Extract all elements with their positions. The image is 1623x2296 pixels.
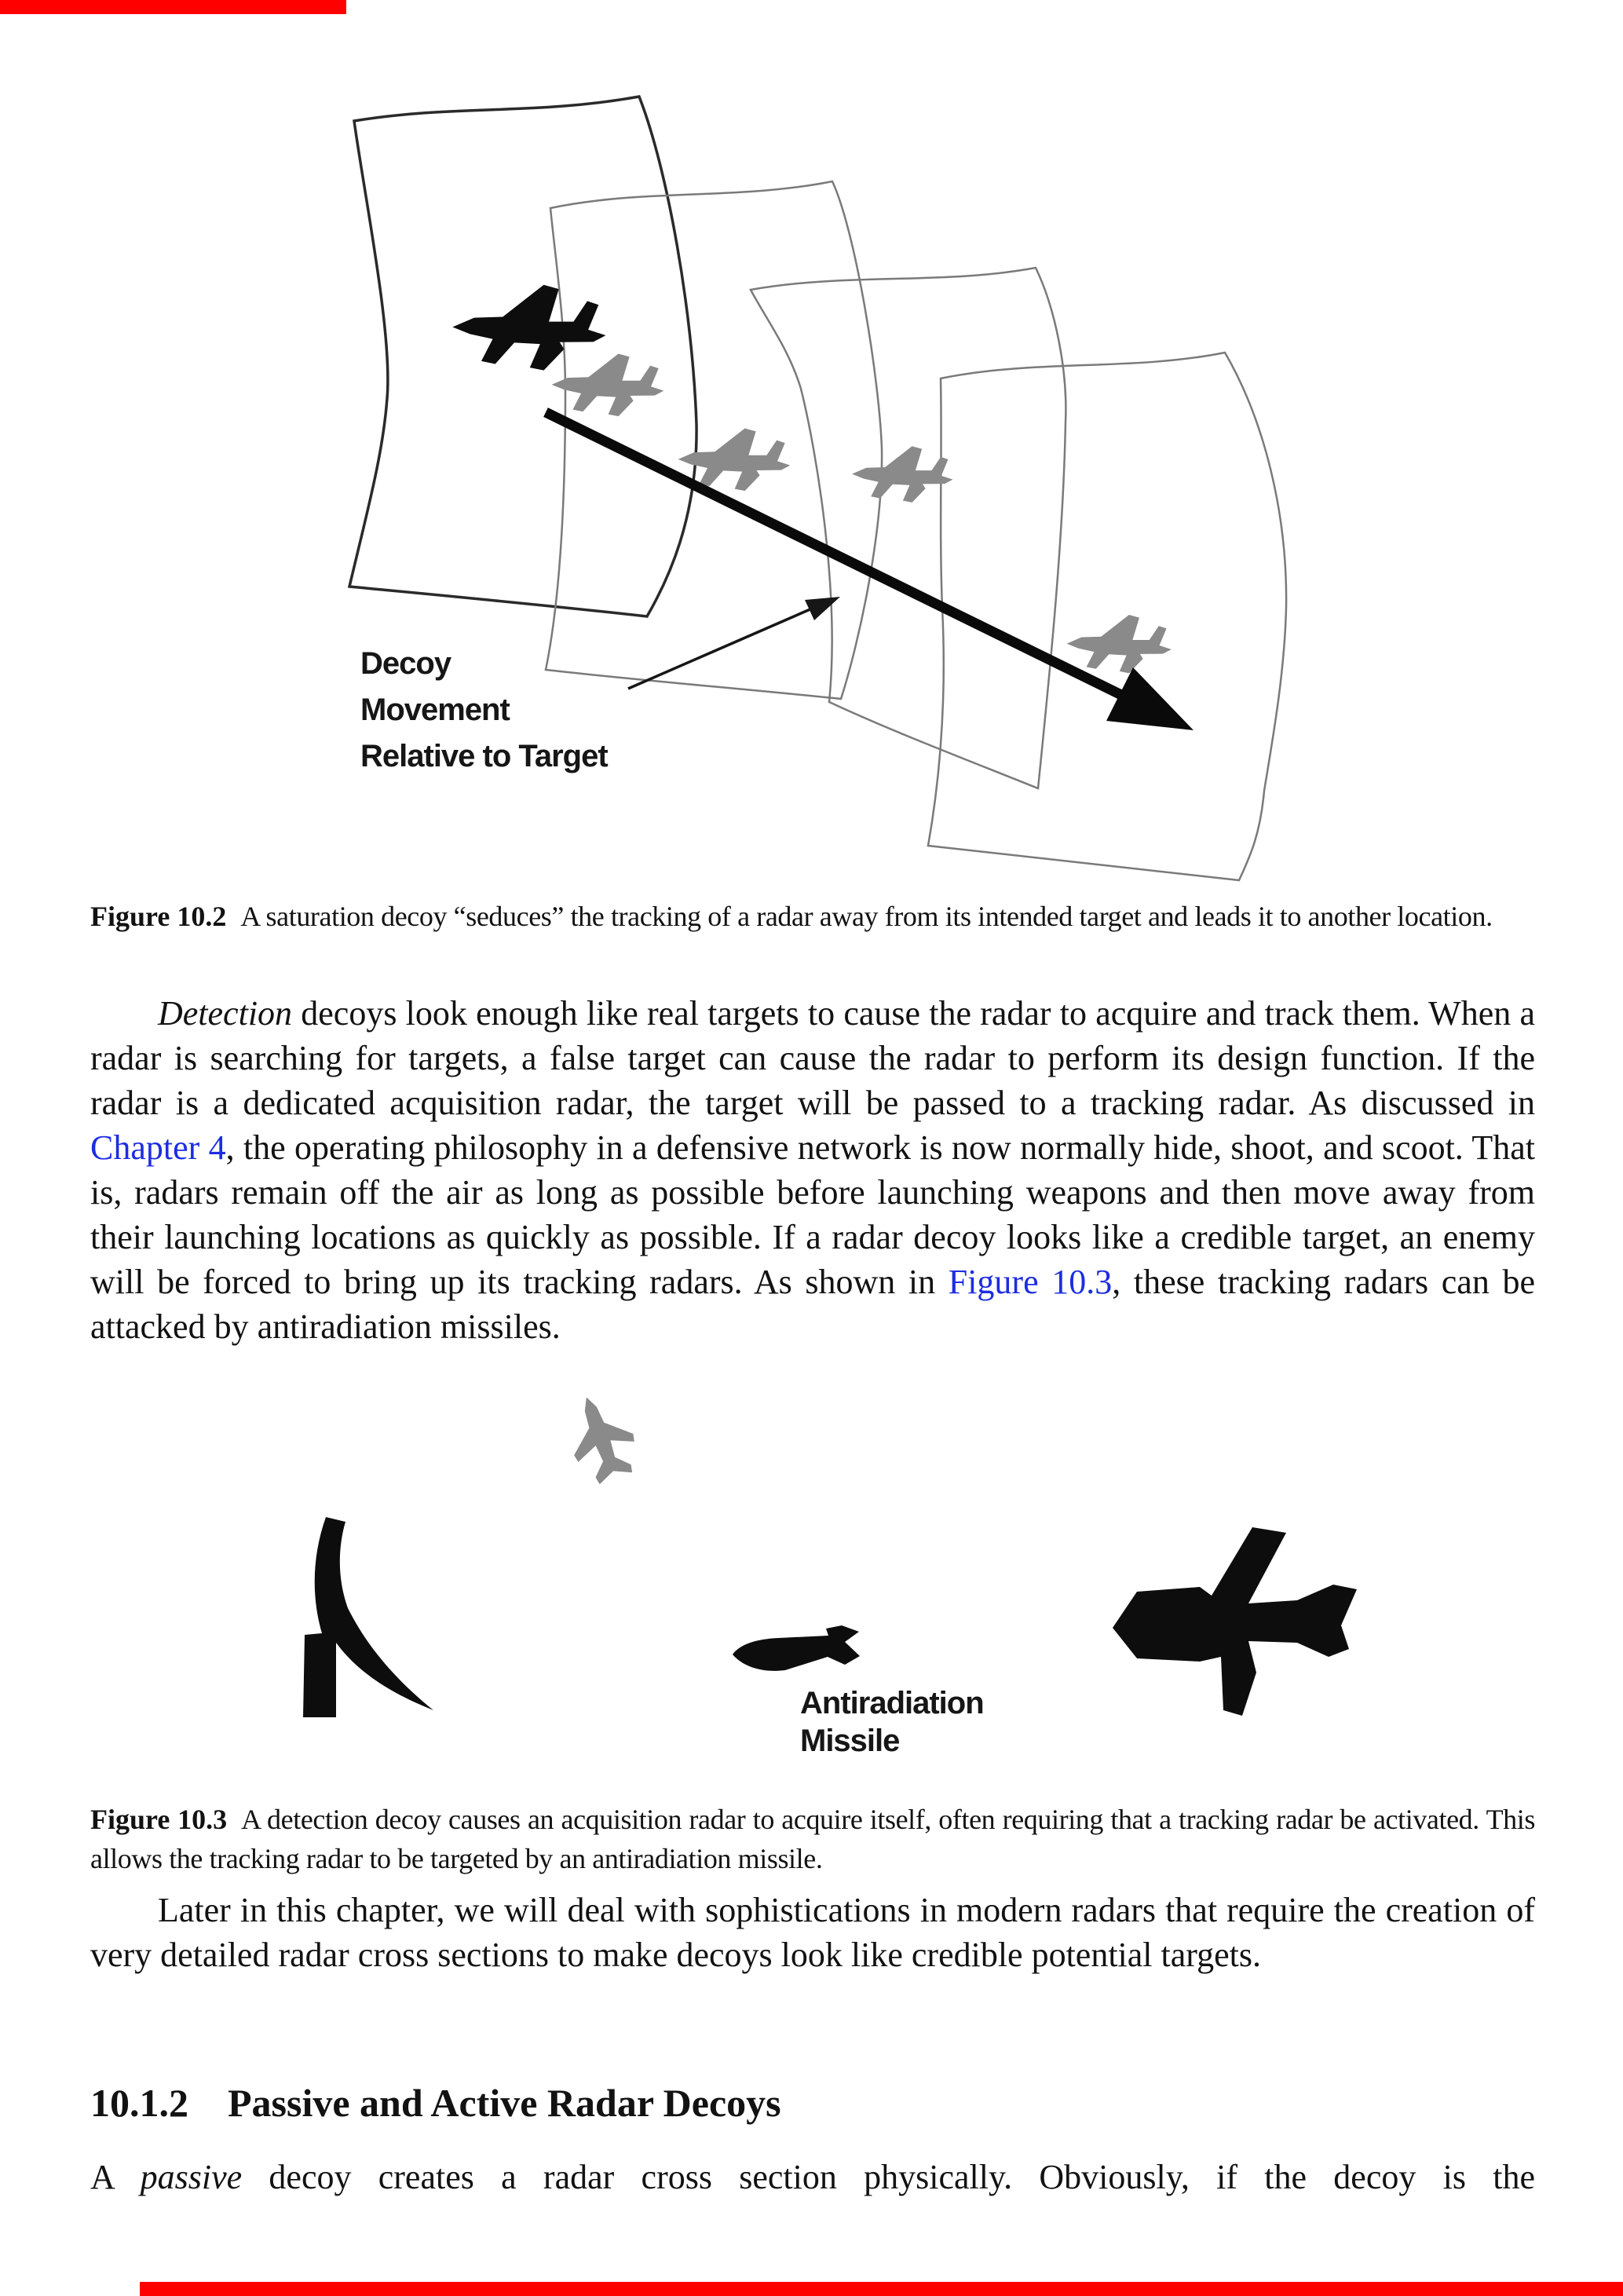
paragraph-detection-decoys [90,991,1535,1349]
link-figure-10-3[interactable]: Figure 10.3 [948,1263,1113,1301]
text-segment: passive [140,2158,243,2196]
text-segment: A [90,2158,141,2196]
text-segment: , these tracking radars can be attacked by antiradiation missiles. [90,1263,1535,1346]
label-annotation-arrowhead [805,597,840,620]
link-chapter-4[interactable]: Chapter 4 [90,1128,226,1167]
antiradiation-missile-icon [733,1625,860,1671]
resolution-cell-4 [928,353,1286,880]
target-aircraft-icon [449,276,610,376]
resolution-cell-3 [751,268,1066,788]
figure-10-2-image [338,75,1358,907]
section-title: Passive and Active Radar Decoys [228,2081,781,2125]
text-segment: Detection [158,994,293,1033]
text-segment: decoy creates a radar cross section physically. Obviously, if the decoy is the [242,2158,1536,2196]
figure-10-2-label-line1: Decoy [360,646,451,681]
figure-10-2-caption-number: Figure 10.2 [90,901,227,932]
decoy-aircraft-topview-icon [557,1398,645,1489]
attack-aircraft-icon [1113,1527,1357,1716]
text-segment: , the operating philosophy in a defensive network is now normally hide, shoot, and scoot. That is, radars remain off the air as long as possible before launching weapons and then move away from their launching locations as quickly as possible. If a radar decoy looks like a credible target, an enemy will be forced to bring up its tracking radars. As shown in [90,1128,1535,1301]
radar-antenna-icon [303,1517,433,1717]
decoy-movement-arrowhead [1106,667,1193,730]
figure-10-3-caption-text: A detection decoy causes an acquisition radar to acquire itself, often requiring that a tracking radar be activated. This allows the tracking radar to be targeted by an antiradiation missile. [90,1804,1535,1874]
figure-10-3-caption [90,1800,1535,1878]
decoy-aircraft-icon-1 [549,347,667,421]
red-marker-top [0,0,346,14]
label-annotation-arrow [628,609,812,689]
figure-10-2-label-line2: Movement [360,693,510,727]
section-number: 10.1.2 [90,2081,188,2125]
resolution-cell-1 [349,97,696,616]
section-heading [90,2079,1535,2126]
decoy-movement-arrow [546,412,1123,696]
figure-10-2-label-line3: Relative to Target [360,739,608,773]
figure-10-3-image [236,1398,1413,1767]
figure-10-3-label-line1: Antiradiation [800,1686,984,1720]
decoy-aircraft-icon-4 [1065,609,1175,677]
paragraph-later-in-chapter: Later in this chapter, we will deal with sophistications in modern radars that require the creation of very detailed radar cross sections to make decoys look like credible potential targets. [90,1891,1535,1974]
text-segment: decoys look enough like real targets to cause the radar to acquire and track them. When a radar is searching for targets, a false target can cause the radar to perform its design function. If the radar is a dedicated acquisition radar, the target will be passed to a tracking radar. As discussed in [90,994,1535,1122]
paragraph-passive-decoy [90,2155,1535,2199]
figure-10-2-caption [90,897,1535,936]
figure-10-2-caption-text: A saturation decoy “seduces” the tracking of a radar away from its intended target and leads it to another location. [240,901,1493,932]
figure-10-3-caption-number: Figure 10.3 [90,1804,228,1835]
figure-10-3-label-line2: Missile [800,1724,900,1758]
red-marker-bottom [140,2282,1623,2296]
